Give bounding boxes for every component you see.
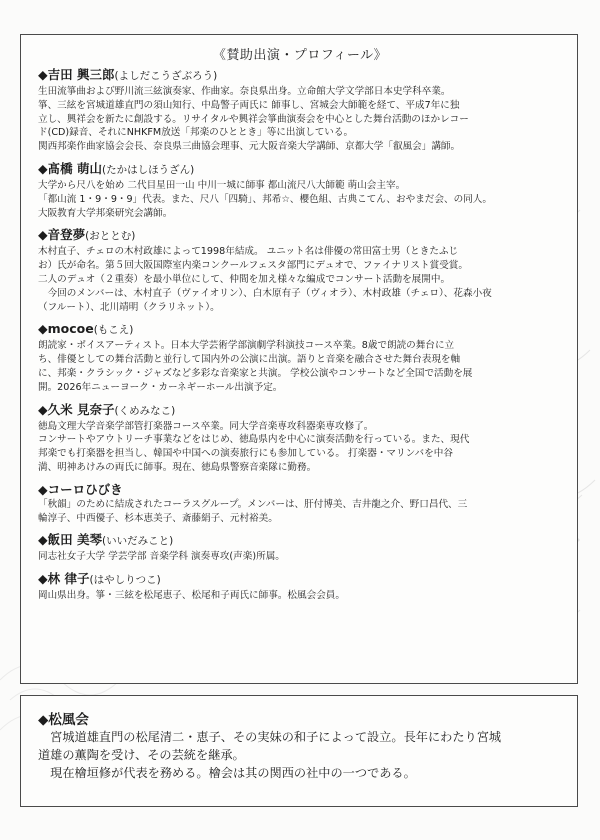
profile-text-line: に、邦楽・クラシック・ジャズなど多彩な音楽家と共演。 学校公演やコンサートなど全国で活動を展: [38, 367, 473, 379]
shofukai-text-line: 現在檜垣修が代表を務める。檜会は其の関西の社中の一つである。: [38, 766, 416, 780]
profile-text-line: 箏、三絃を宮城道雄直門の須山知行、中島警子両氏に 師事し、宮城会大師範を経て、平成7年に独: [38, 99, 460, 111]
profile-entry-iida: [38, 531, 570, 564]
profile-text-line: 関西邦楽作曲家協会会長、奈良県三曲協会理事、元大阪音楽大学講師、京都大学「叡風会」講師。: [38, 141, 461, 153]
profile-name: ◆髙橋 萌山: [38, 160, 102, 176]
profile-entry-coro-hibiki: [38, 481, 570, 526]
profile-reading: (くめみなこ): [114, 404, 176, 417]
profile-reading: (もこえ): [93, 324, 134, 337]
profile-text-line: 「都山流 1・9・9・9」代表。また、尺八「四騎」、邦希☆、櫻色組、古典こてん、おやまだ会、の同人。: [38, 193, 492, 205]
profile-reading: (はやしりつこ): [89, 574, 161, 587]
profile-text-line: 朗読家・ボイスアーティスト。日本大学芸術学部演劇学科演技コース卒業。8歳で朗読の舞台に立: [38, 340, 455, 352]
shofukai-body: [38, 728, 568, 782]
profile-text-line: 二人のデュオ（２重奏）を最小単位にして、仲間を加え様々な編成でコンサート活動を展開中。: [38, 273, 451, 285]
profile-text-line: 満、明神あけみの両氏に師事。現在、徳島県警察音楽隊に勤務。: [38, 461, 317, 473]
profile-name: ◆音登夢: [38, 227, 86, 243]
profile-entry-takahashi: [38, 160, 570, 220]
shofukai-text-line: 宮城道雄直門の松尾清二・恵子、その実妹の和子によって設立。長年にわたり宮城: [38, 730, 502, 744]
profile-text-line: 立し、興祥会を新たに創設する。リサイタルや興祥会箏曲演奏会を中心とした舞台活動のほかレコー: [38, 113, 469, 125]
profile-reading: (よしだこうざぶろう): [114, 70, 218, 82]
profile-entry-ototomu: [38, 226, 570, 314]
profile-text-line: 徳島文理大学音楽学部管打楽器コース卒業。同大学音楽専攻科器楽専攻修了。: [38, 420, 374, 432]
profile-text-line: 同志社女子大学 学芸学部 音楽学科 演奏専攻(声楽)所属。: [38, 551, 285, 563]
profile-reading: (たかはしほうざん): [101, 163, 195, 176]
profile-name: ◆コーロひびき: [38, 481, 123, 497]
profile-entry-hayashi: [38, 570, 570, 603]
profile-text-line: 今回のメンバーは、木村直子（ヴァイオリン）、白木原有子（ヴィオラ）、木村政雄（チェロ）、花森小夜: [38, 287, 492, 299]
profile-text-line: お）氏が命名。第５回大阪国際室内楽コンクールフェスタ部門にデュオで、ファイナリスト賞受賞。: [38, 260, 468, 272]
profile-name: ◆林 律子: [38, 571, 90, 587]
profile-text-line: 「秋韻」のために結成されたコーラスグループ。メンバーは、肝付博美、吉井龍之介、野口昌代、三: [38, 498, 468, 510]
shofukai-title: ◆松風会: [38, 712, 89, 728]
profile-list: [38, 66, 570, 609]
profile-text-line: 木村直子、チェロの木村政雄によって1998年結成。 ユニット名は俳優の常田富士男（ときたふじ: [38, 246, 459, 258]
profile-text-line: 生田流箏曲および野川流三絃演奏家、作曲家。奈良県出身。立命館大学文学部日本史学科卒業。: [38, 86, 451, 97]
profile-name: ◆飯田 美琴: [38, 532, 102, 548]
page-heading: 《賛助出演・プロフィール》: [212, 48, 388, 63]
profile-text-line: 大阪教育大学邦楽研究会講師。: [38, 207, 173, 219]
profile-name: ◆mocoe: [38, 321, 94, 337]
profile-text-line: 開。2026年ニューヨーク・カーネギーホール出演予定。: [38, 381, 283, 393]
profile-text-line: コンサートやアウトリーチ事業などをはじめ、徳島県内を中心に演奏活動を行っている。また、現代: [38, 434, 470, 446]
shofukai-text-line: 道雄の薫陶を受け、その芸統を継承。: [38, 748, 245, 762]
profile-name: ◆久米 見奈子: [38, 401, 115, 417]
profile-text-line: 岡山県出身。箏・三絃を松尾恵子、松尾和子両氏に師事。松風会会員。: [38, 590, 345, 602]
profile-text-line: 邦楽でも打楽器を担当し、韓国や中国への演奏旅行にも参加している。 打楽器・マリンバを中谷: [38, 448, 453, 460]
profile-text-line: （フルート）、北川靖明（クラリネット）。: [38, 301, 220, 313]
profile-text-line: 大学から尺八を始め 二代目星田一山 中川一城に師事 都山流尺八大師範 萌山会主宰。: [38, 179, 406, 191]
profile-reading: (おととむ): [85, 230, 136, 243]
profile-text-line: ち、俳優としての舞台活動と並行して国内外の公演に出演。語りと音楽を融合させた舞台表現を軸: [38, 354, 461, 366]
profile-name: ◆吉田 興三郎: [38, 67, 115, 82]
profile-entry-mocoe: [38, 320, 570, 394]
profile-text-line: ド(CD)録音、それにNHKFM放送「邦楽のひととき」等に出演している。: [38, 127, 354, 139]
profile-entry-yoshida: [38, 66, 570, 154]
profile-entry-kume: [38, 401, 570, 475]
profile-text-line: 輪淳子、中西優子、杉本恵美子、斎藤絹子、元村裕美。: [38, 512, 278, 524]
profile-reading: (いいだみこと): [101, 535, 174, 548]
